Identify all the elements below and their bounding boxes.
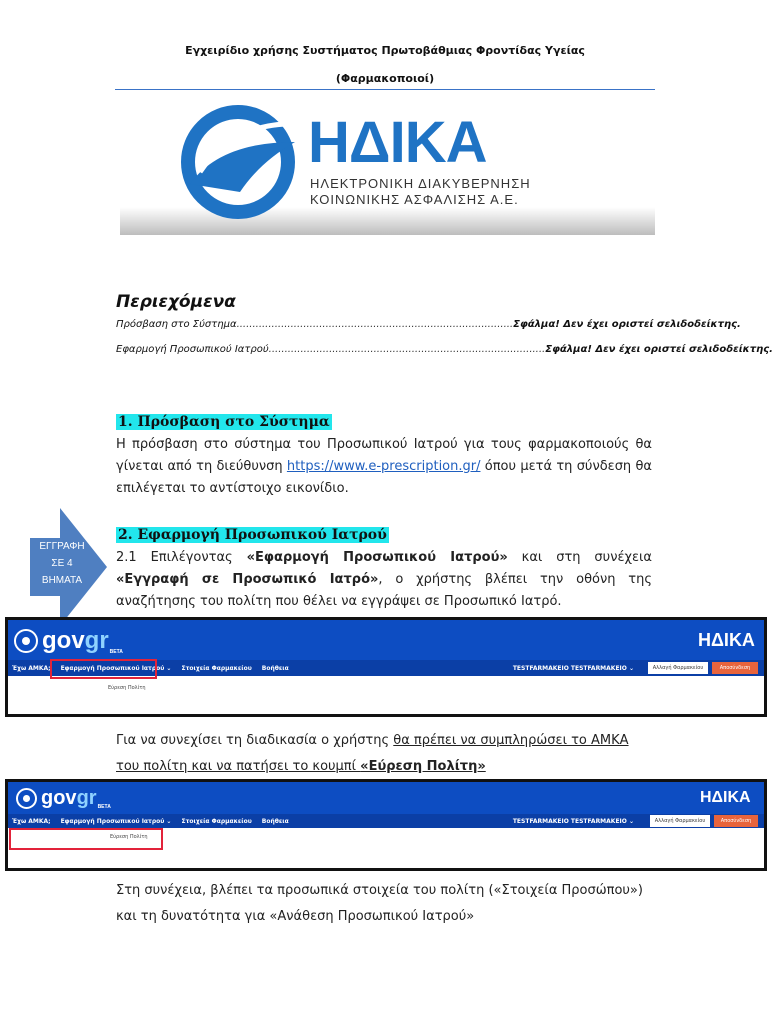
screenshot-2 bbox=[5, 779, 767, 871]
nav-user-menu[interactable]: TESTFARMAKEIO TESTFARMAKEIO ⌄ bbox=[512, 664, 634, 672]
logo-subtitle-2: ΚΟΙΝΩΝΙΚΗΣ ΑΣΦΑΛΙΣΗΣ Α.Ε. bbox=[310, 192, 519, 207]
toc-entry-error: Σφάλμα! Δεν έχει οριστεί σελιδοδείκτης. bbox=[545, 344, 773, 355]
section-1-heading-text: 1. Πρόσβαση στο Σύστημα bbox=[118, 414, 330, 430]
section-1-paragraph bbox=[116, 434, 652, 500]
submenu-find-citizen[interactable]: Εύρεση Πολίτη bbox=[108, 685, 146, 691]
govgr-brand bbox=[14, 627, 123, 655]
section-2-heading-text: 2. Εφαρμογή Προσωπικού Ιατρού bbox=[118, 527, 387, 543]
e-prescription-link[interactable]: https://www.e-prescription.gr/ bbox=[286, 459, 481, 474]
nav-help[interactable]: Βοήθεια bbox=[261, 664, 289, 672]
brand-beta: BETA bbox=[97, 804, 111, 810]
brand-gov: gov bbox=[41, 787, 77, 809]
nav-pharmacy-info[interactable]: Στοιχεία Φαρμακείου bbox=[181, 664, 252, 672]
toc-entry-name: Εφαρμογή Προσωπικού Ιατρού bbox=[116, 344, 269, 355]
instruction-underlined-2: του πολίτη και να πατήσει το κουμπί bbox=[116, 759, 361, 774]
nav-personal-doctor-app[interactable]: Εφαρμογή Προσωπικού Ιατρού ⌄ bbox=[60, 664, 172, 672]
section-1-text: Η πρόσβαση στο σύστημα του Προσωπικού Ιατρού για τους φαρμακοποιούς θα γίνεται από τη διεύθυνση bbox=[116, 437, 652, 474]
nav-help[interactable]: Βοήθεια bbox=[261, 817, 289, 825]
toc-title: Περιεχόμενα bbox=[116, 292, 236, 312]
logo-subtitle-1: ΗΛΕΚΤΡΟΝΙΚΗ ΔΙΑΚΥΒΕΡΝΗΣΗ bbox=[310, 176, 531, 191]
section-2-paragraph bbox=[116, 547, 652, 613]
instruction-underlined-1: θα πρέπει να συμπληρώσει το ΑΜΚΑ bbox=[393, 733, 629, 748]
brand-beta: BETA bbox=[109, 649, 123, 655]
arrow-line-3: ΒΗΜΑΤΑ bbox=[41, 575, 83, 586]
section-2-bold-register: «Εγγραφή σε Προσωπικό Ιατρό» bbox=[116, 572, 379, 587]
submenu-find-citizen[interactable]: Εύρεση Πολίτη bbox=[110, 834, 148, 840]
toc-leader-dots: ....................................................................................... bbox=[236, 319, 514, 330]
section-2-bold-app: «Εφαρμογή Προσωπικού Ιατρού» bbox=[246, 550, 508, 565]
govgr-emblem-icon bbox=[16, 788, 37, 809]
idika-logo bbox=[120, 112, 655, 242]
brand-gr: gr bbox=[76, 787, 97, 809]
idika-mini-logo: ΗΔΙΚΑ bbox=[698, 630, 755, 650]
section-2-heading bbox=[116, 527, 389, 543]
brand-gov: gov bbox=[42, 627, 85, 654]
instruction-text: Για να συνεχίσει τη διαδικασία ο χρήστης bbox=[116, 733, 394, 748]
nav-user-menu[interactable]: TESTFARMAKEIO TESTFARMAKEIO ⌄ bbox=[512, 817, 634, 825]
govgr-header-bar bbox=[8, 782, 764, 814]
arrow-line-1: ΕΓΓΡΑΦΗ bbox=[39, 541, 85, 552]
document-header-subtitle: (Φαρμακοποιοί) bbox=[335, 72, 435, 85]
idika-mini-logo: ΗΔΙΚΑ bbox=[700, 789, 751, 806]
brand-gr: gr bbox=[84, 627, 109, 654]
nav-amka[interactable]: Έχω ΑΜΚΑ; bbox=[12, 817, 51, 825]
instruction-bold-find-citizen: «Εύρεση Πολίτη» bbox=[360, 759, 486, 774]
section-2-text: 2.1 Επιλέγοντας bbox=[116, 550, 247, 565]
header-rule bbox=[115, 89, 655, 90]
section-2-text: , ο χρήστης βλέπει την οθόνη της αναζήτησης του πολίτη που θέλει να εγγράψει σε Προσωπικό Ιατρό. bbox=[116, 572, 652, 609]
nav-amka[interactable]: Έχω ΑΜΚΑ; bbox=[12, 664, 51, 672]
document-header-title: Εγχειρίδιο χρήσης Συστήματος Πρωτοβάθμιας Φροντίδας Υγείας bbox=[185, 44, 585, 57]
screenshot-1 bbox=[5, 617, 767, 717]
section-1-heading bbox=[116, 414, 332, 430]
closing-paragraph: Στη συνέχεια, βλέπει τα προσωπικά στοιχεία του πολίτη («Στοιχεία Προσώπου») και τη δυνατότητα για «Ανάθεση Προσωπικού Ιατρού» bbox=[116, 883, 643, 924]
logo-name: ΗΔΙΚΑ bbox=[308, 110, 487, 175]
logout-button[interactable]: Αποσύνδεση bbox=[712, 662, 758, 674]
toc-leader-dots: ....................................................................................... bbox=[268, 344, 546, 355]
change-pharmacy-button[interactable]: Αλλαγή Φαρμακείου bbox=[648, 662, 708, 674]
toc-entry[interactable] bbox=[116, 319, 741, 330]
nav-personal-doctor-app[interactable]: Εφαρμογή Προσωπικού Ιατρού ⌄ bbox=[60, 817, 172, 825]
toc-entry[interactable] bbox=[116, 344, 773, 355]
govgr-brand bbox=[16, 787, 111, 810]
toc-entry-name: Πρόσβαση στο Σύστημα bbox=[116, 319, 237, 330]
toc-entry-error: Σφάλμα! Δεν έχει οριστεί σελιδοδείκτης. bbox=[513, 319, 741, 330]
section-1-text-end: όπου μετά τη σύνδεση θα επιλέγεται το αντίστοιχο εικονίδιο. bbox=[116, 459, 652, 496]
highlight-box bbox=[50, 659, 157, 679]
section-2-text: και στη συνέχεια bbox=[507, 550, 652, 565]
arrow-line-2: ΣΕ 4 bbox=[51, 558, 73, 569]
govgr-emblem-icon bbox=[14, 629, 38, 653]
nav-pharmacy-info[interactable]: Στοιχεία Φαρμακείου bbox=[181, 817, 252, 825]
instruction-paragraph bbox=[116, 728, 652, 780]
logout-button[interactable]: Αποσύνδεση bbox=[714, 815, 758, 827]
callout-arrow-text bbox=[30, 538, 94, 589]
change-pharmacy-button[interactable]: Αλλαγή Φαρμακείου bbox=[650, 815, 710, 827]
